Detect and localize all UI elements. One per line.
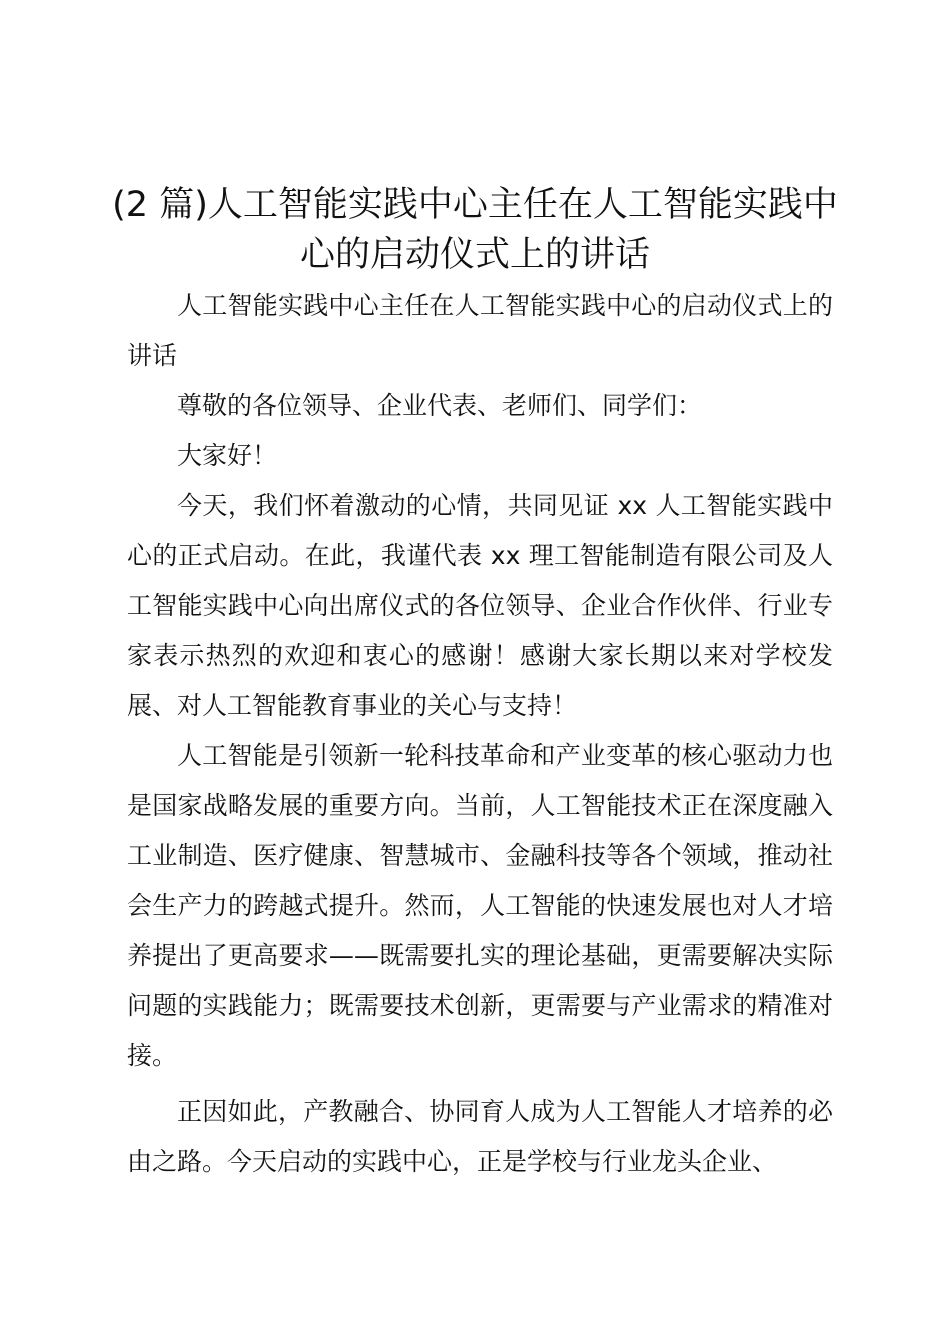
paragraph-subtitle: 人工智能实践中心主任在人工智能实践中心的启动仪式上的讲话	[127, 291, 833, 370]
document-title: (2 篇)人工智能实践中心主任在人工智能实践中心的启动仪式上的讲话	[112, 185, 838, 275]
paragraph-greeting: 大家好！	[177, 441, 278, 470]
paragraph-ai-background: 人工智能是引领新一轮科技革命和产业变革的核心驱动力也是国家战略发展的重要方向。当前，人工智能技术正在深度融入工业制造、医疗健康、智慧城市、金融科技等各个领域，推动社会生产力的跨越式提升。然而，人工智能的快速发展也对人才培养提出了更高要求——既需要扎实的理论基础，更需要解决实际问题的实践能力；既需要技术创新，更需要与产业需求的精准对接。	[127, 741, 833, 1070]
paragraph-integration: 正因如此，产教融合、协同育人成为人工智能人才培养的必由之路。今天启动的实践中心，正是学校与行业龙头企业、	[127, 1097, 833, 1176]
document-body	[127, 281, 833, 1187]
paragraph-opening: 今天，我们怀着激动的心情，共同见证 xx 人工智能实践中心的正式启动。在此，我谨代表 xx 理工智能制造有限公司及人工智能实践中心向出席仪式的各位领导、企业合作伙伴、行业专家表示热烈的欢迎和衷心的感谢！感谢大家长期以来对学校发展、对人工智能教育事业的关心与支持！	[127, 491, 833, 720]
paragraph-salutation: 尊敬的各位领导、企业代表、老师们、同学们：	[177, 391, 703, 420]
